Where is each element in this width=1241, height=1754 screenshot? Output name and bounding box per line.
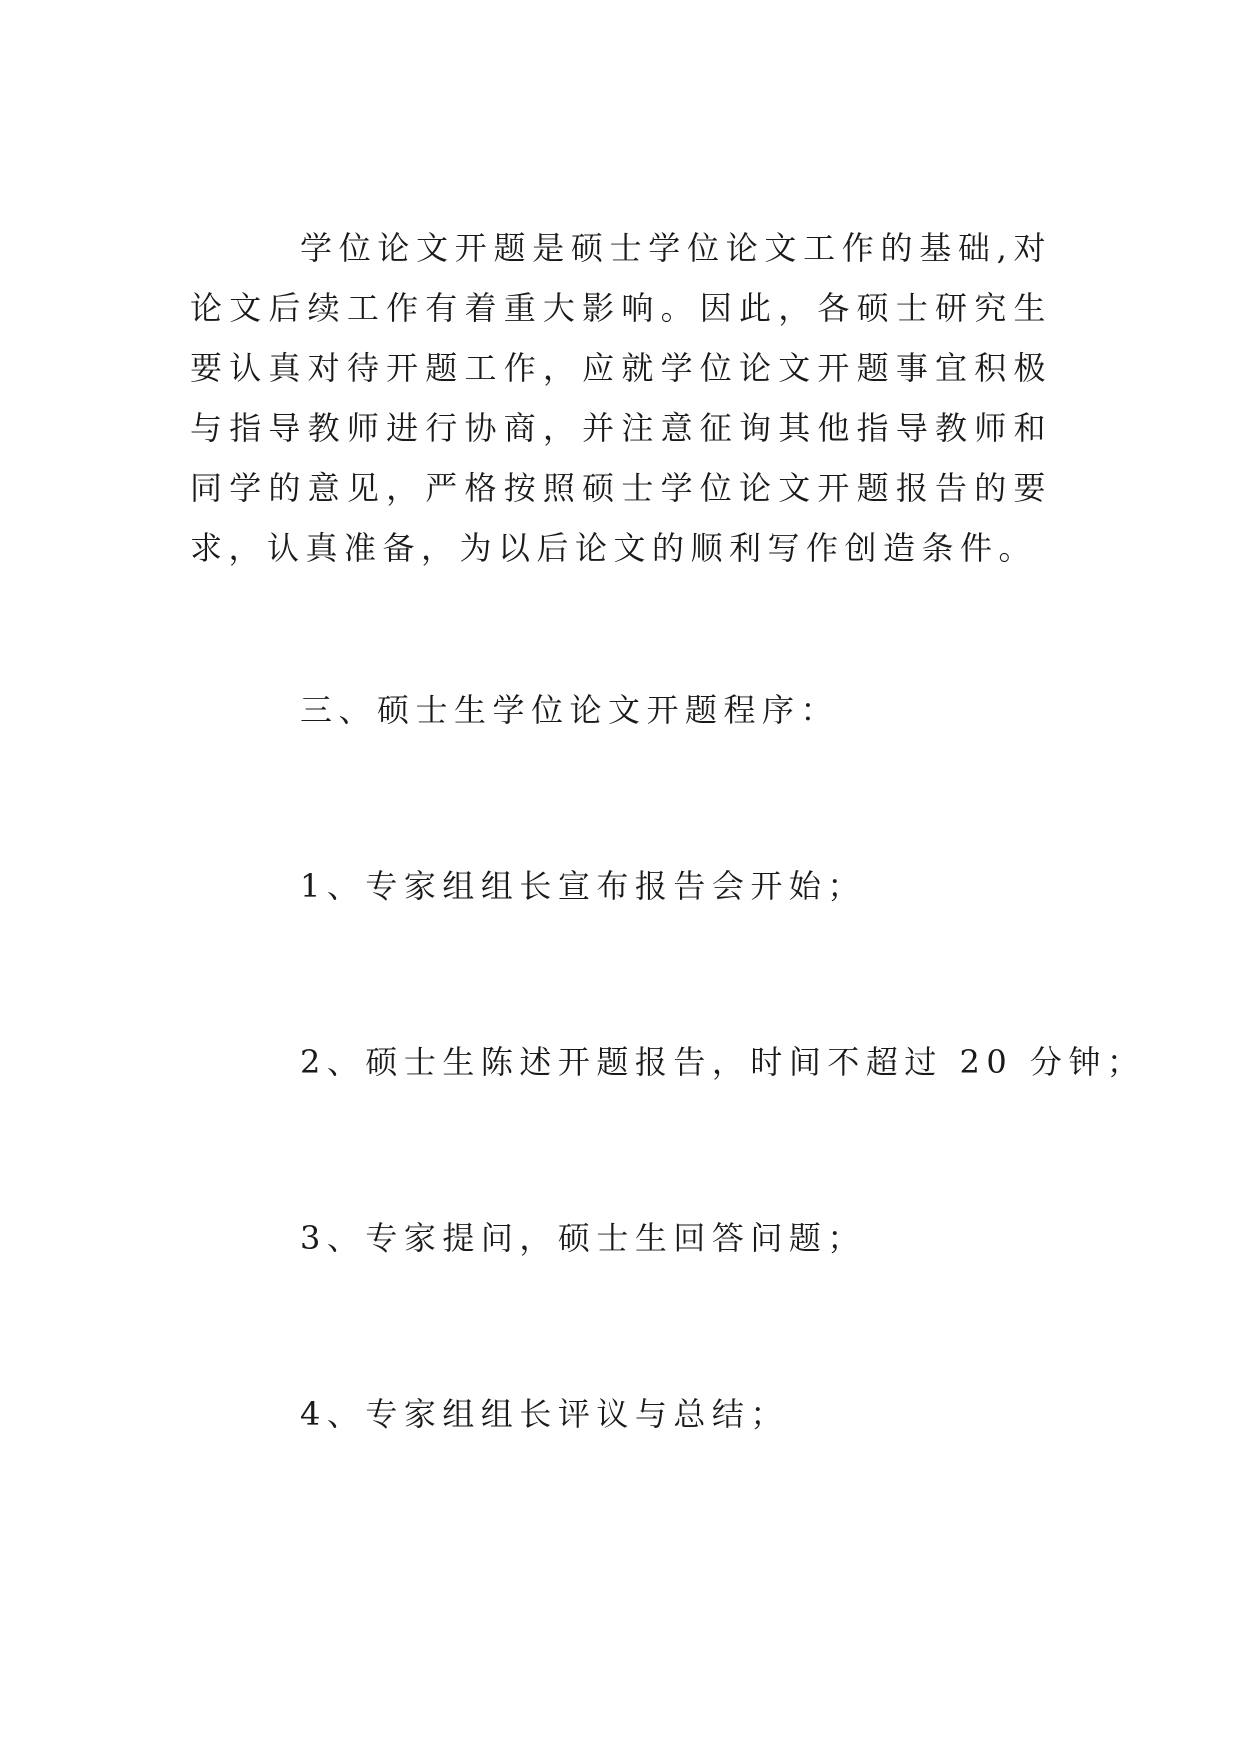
step-item: 3、专家提问，硕士生回答问题； (300, 1219, 866, 1257)
step-item: 2、硕士生陈述开题报告，时间不超过 20 分钟； (300, 1043, 1146, 1081)
step-item: 4、专家组组长评议与总结； (300, 1395, 789, 1433)
intro-paragraph: 学位论文开题是硕士学位论文工作的基础,对论文后续工作有着重大影响。因此，各硕士研究生要认真对待开题工作，应就学位论文开题事宜积极与指导教师进行协商，并注意征询其他指导教师和同学的意见，严格按照硕士学位论文开题报告的要求，认真准备，为以后论文的顺利写作创造条件。 (190, 229, 1052, 567)
step-item: 1、专家组组长宣布报告会开始； (300, 867, 866, 905)
section-heading: 三、硕士生学位论文开题程序： (300, 691, 840, 729)
